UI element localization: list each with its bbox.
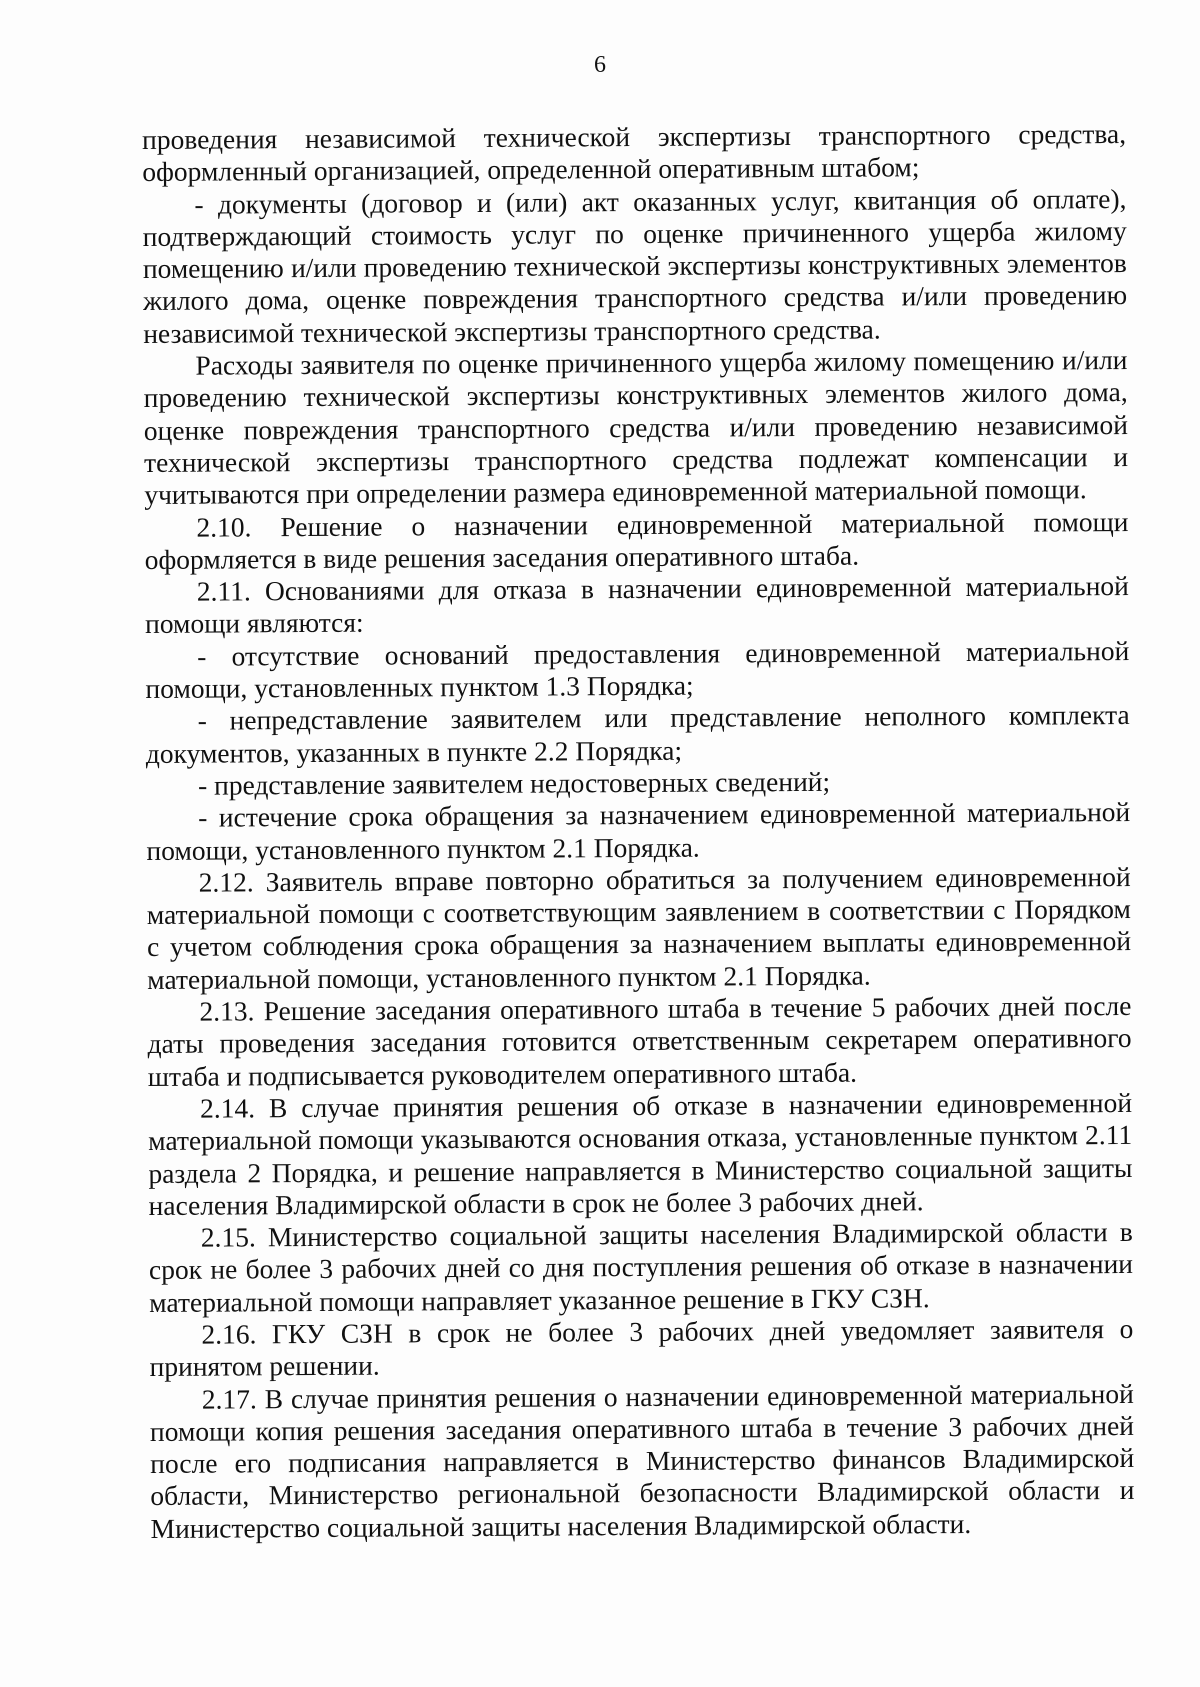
paragraph-2-14: 2.14. В случае принятия решения об отказе в назначении единовременной материальной помощи указываются основания отказа, установленные пунктом 2.11 раздела 2 Порядка, и решение направляется в Министерство социальной защиты населения Владимирской области в срок не более 3 рабочих дней. [148,1086,1133,1221]
paragraph-2-10: 2.10. Решение о назначении единовременной материальной помощи оформляется в виде решения заседания оперативного штаба. [144,505,1129,575]
list-item-incomplete-documents: - непредставление заявителем или представление неполного комплекта документов, указанных в пункте 2.2 Порядка; [145,699,1130,769]
page-number: 6 [594,52,606,78]
paragraph-2-17: 2.17. В случае принятия решения о назначении единовременной материальной помощи копия решения заседания оперативного штаба в течение 3 рабочих дней после его подписания направляется в Министерство финансов Владимирской области, Министерство региональной безопасности Владимирской области и Министерство социальной защиты населения Владимирской области. [149,1377,1135,1544]
paragraph-expenses: Расходы заявителя по оценке причиненного ущерба жилому помещению и/или проведению технической экспертизы конструктивных элементов жилого дома, оценке повреждения транспортного средства и/или проведению независимой технической экспертизы транспортного средства подлежат компенсации и учитываются при определении размера единовременной материальной помощи. [143,344,1129,511]
list-item-false-information: - представление заявителем недостоверных сведений; [197,765,831,801]
paragraph-2-11: 2.11. Основаниями для отказа в назначении единовременной материальной помощи являются: [144,570,1129,640]
paragraph-continuation: проведения независимой технической экспертизы транспортного средства, оформленный организацией, определенной оперативным штабом; [142,117,1127,188]
paragraph-2-13: 2.13. Решение заседания оперативного штаба в течение 5 рабочих дней после даты проведения заседания готовится ответственным секретарем оперативного штаба и подписывается руководителем оперативного штаба. [147,989,1132,1092]
list-item-no-grounds: - отсутствие оснований предоставления единовременной материальной помощи, установленных пунктом 1.3 Порядка; [145,634,1130,705]
paragraph-2-12: 2.12. Заявитель вправе повторно обратиться за получением единовременной материальной помощи с соответствующим заявлением в соответствии с Порядком с учетом соблюдения срока обращения за назначением выплаты единовременной материальной помощи, установленного пунктом 2.1 Порядка. [146,860,1132,995]
paragraph-2-15: 2.15. Министерство социальной защиты населения Владимирской области в срок не более 3 рабочих дней со дня поступления решения об отказе в назначении материальной помощи направляет указанное решение в ГКУ СЗН. [148,1216,1134,1318]
document-body [142,118,1135,1545]
paragraph-2-16: 2.16. ГКУ СЗН в срок не более 3 рабочих дней уведомляет заявителя о принятом решении. [149,1312,1134,1383]
list-item-deadline-expired: - истечение срока обращения за назначением единовременной материальной помощи, установленного пунктом 2.1 Порядка. [146,796,1131,866]
list-item-documents: - документы (договор и (или) акт оказанных услуг, квитанция об оплате), подтверждающий стоимость услуг по оценке причиненного ущерба жилому помещению и/или проведению технической экспертизы конструктивных элементов жилого дома, оценке повреждения транспортного средства и/или проведению независимой технической экспертизы транспортного средства. [142,182,1128,349]
